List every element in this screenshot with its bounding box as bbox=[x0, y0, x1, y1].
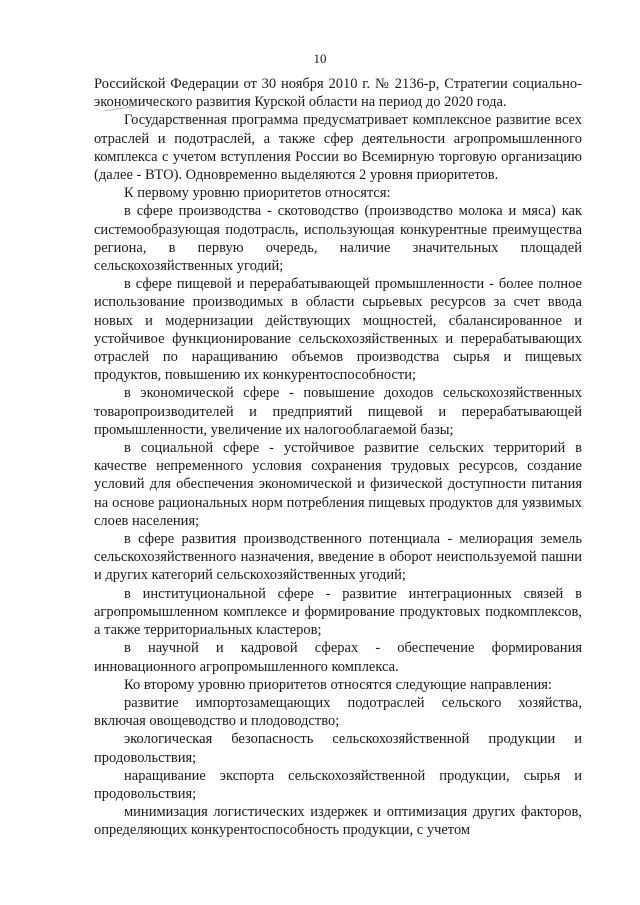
paragraph: наращивание экспорта сельскохозяйственной продукции, сырья и продовольствия; bbox=[94, 767, 582, 802]
page-number: 10 bbox=[313, 51, 327, 66]
paragraph: в сфере производства - скотоводство (производство молока и мяса) как системообразующая подотрасль, использующая конкурентные преимущества региона, в первую очередь, наличие значительных площадей сельскохозяйственных угодий; bbox=[94, 203, 582, 275]
paragraph: Ко второму уровню приоритетов относятся следующие направления: bbox=[124, 676, 552, 693]
paragraph: К первому уровню приоритетов относятся: bbox=[124, 185, 391, 202]
paragraph: в научной и кадровой сферах - обеспечение формирования инновационного агропромышленного комплекса. bbox=[94, 640, 582, 675]
paragraph: в сфере развития производственного потенциала - мелиорация земель сельскохозяйственного назначения, введение в оборот неиспользуемой пашни и других категорий сельскохозяйственных угодий; bbox=[94, 531, 582, 584]
paragraph: в социальной сфере - устойчивое развитие сельских территорий в качестве непременного условия сохранения трудовых ресурсов, создание условий для обеспечения экономической и физической доступности питания на основе рациональных норм потребления пищевых продуктов для уязвимых слоев населения; bbox=[94, 440, 582, 529]
paragraph: в институциональной сфере - развитие интеграционных связей в агропромышленном комплексе и формирование продуктовых подкомплексов, а также территориальных кластеров; bbox=[94, 585, 582, 639]
paragraph: Российской Федерации от 30 ноября 2010 г. № 2136-р, Стратегии социально-экономического развития Курской области на период до 2020 года. bbox=[94, 76, 582, 111]
paragraph: Государственная программа предусматривает комплексное развитие всех отраслей и подотраслей, а также сфер деятельности агропромышленного комплекса с учетом вступления России во Всемирную торговую организацию (далее - ВТО). Одновременно выделяются 2 уровня приоритетов. bbox=[94, 112, 582, 184]
paragraph: в экономической сфере - повышение доходов сельскохозяйственных товаропроизводителей и предприятий пищевой и перерабатывающей промышленности, увеличение их налогооблагаемой базы; bbox=[94, 385, 582, 438]
body-text bbox=[94, 75, 582, 840]
paragraph: экологическая безопасность сельскохозяйственной продукции и продовольствия; bbox=[94, 731, 582, 766]
paragraph: в сфере пищевой и перерабатывающей промышленности - более полное использование производимых в области сырьевых ресурсов за счет ввода новых и модернизации действующих мощностей, сбалансированное и устойчивое функционирование сельскохозяйственных и перерабатывающих отраслей по наращиванию объемов производства сырья и пищевых продуктов, повышению их конкурентоспособности; bbox=[94, 276, 582, 384]
paragraph: минимизация логистических издержек и оптимизация других факторов, определяющих конкурентоспособность продукции, с учетом bbox=[94, 804, 582, 839]
paragraph: развитие импортозамещающих подотраслей сельского хозяйства, включая овощеводство и плодоводство; bbox=[94, 694, 582, 730]
